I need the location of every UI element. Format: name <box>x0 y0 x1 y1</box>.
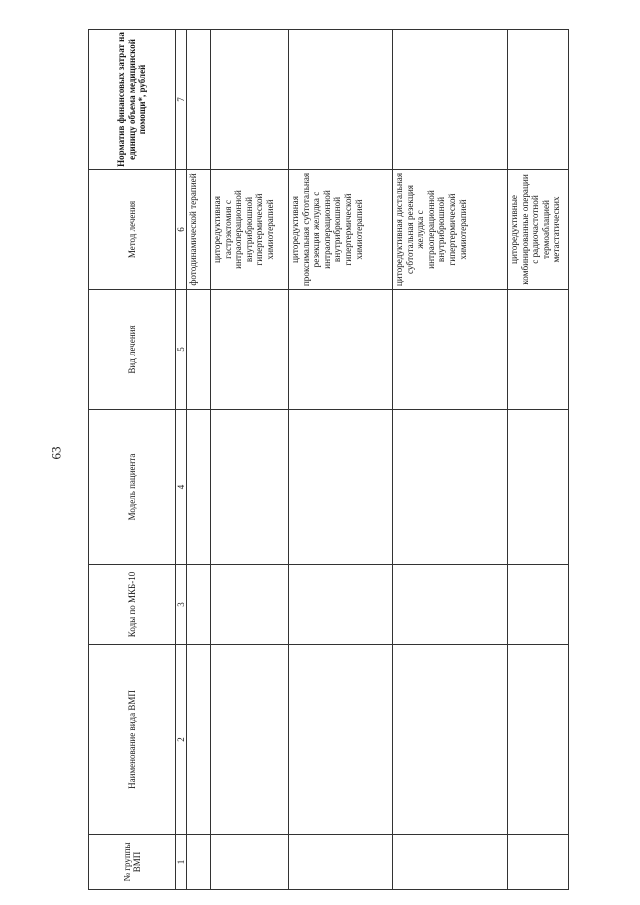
table-row <box>187 30 211 890</box>
page-number: 63 <box>48 446 64 460</box>
vmp-table <box>88 29 569 890</box>
method-cell: циторедуктивная дистальная субтотальная резекция желудка с интраоперационной внутрибрюшной гипертермической химиотерапией <box>393 170 508 290</box>
column-number: 6 <box>176 170 187 290</box>
column-number-row <box>176 30 187 890</box>
header-cost-norm: Норматив финансовых затрат на единицу объема медицинской помощи*, рублей <box>89 30 176 170</box>
method-cell: циторедуктивная гастрэктомия с интраоперационной внутрибрюшной гипертермической химиотерапией <box>211 170 289 290</box>
column-number: 1 <box>176 835 187 890</box>
method-cell: циторедуктивная проксимальная субтотальная резекция желудка с интраоперационной внутрибрюшной гипертермической химиотерапией <box>289 170 393 290</box>
column-number: 5 <box>176 290 187 410</box>
header-treatment-method: Метод лечения <box>89 170 176 290</box>
column-number: 7 <box>176 30 187 170</box>
header-vmp-name: Наименование вида ВМП <box>89 645 176 835</box>
table-row <box>289 30 393 890</box>
table-row <box>393 30 508 890</box>
table-row <box>508 30 569 890</box>
method-cell: циторедуктивные комбинированные операции с радиочастотной термоаблацией метастатических <box>508 170 569 290</box>
column-number: 3 <box>176 565 187 645</box>
header-row <box>89 30 176 890</box>
header-icd-codes: Коды по МКБ-10 <box>89 565 176 645</box>
method-cell: фотодинамической терапией <box>187 170 211 290</box>
column-number: 4 <box>176 410 187 565</box>
rotated-table-container <box>88 30 560 890</box>
header-patient-model: Модель пациента <box>89 410 176 565</box>
table-row <box>211 30 289 890</box>
column-number: 2 <box>176 645 187 835</box>
header-treatment-type: Вид лечения <box>89 290 176 410</box>
header-group-number: № группы ВМП <box>89 835 176 890</box>
